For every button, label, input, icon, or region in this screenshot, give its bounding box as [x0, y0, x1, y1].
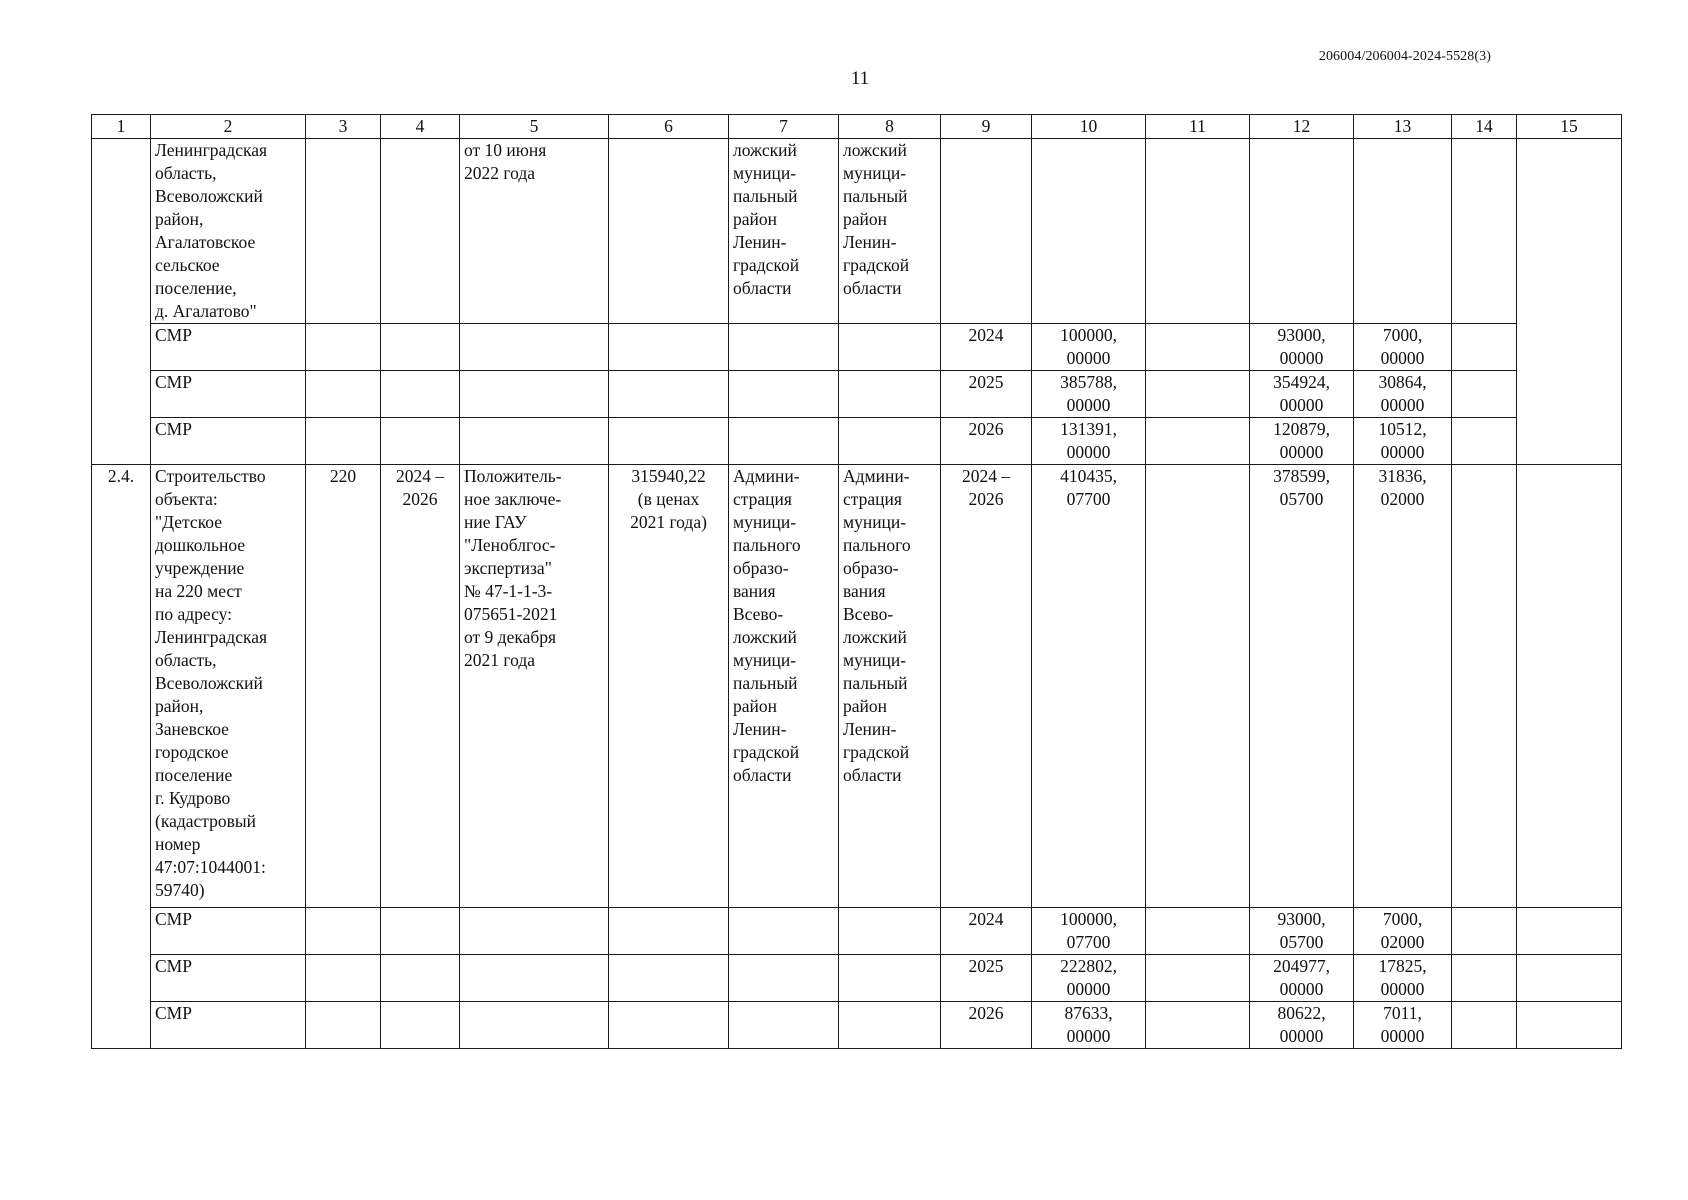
capacity-cell: 220 [306, 465, 381, 908]
expertise-cell: Положитель- ное заключе- ние ГАУ "Леноблгос- экспертиза" № 47-1-1-3- 075651-2021 от 9 декабря 2021 года [460, 465, 609, 908]
col12-cell: 80622, 00000 [1250, 1002, 1354, 1049]
work-type-cell: СМР [151, 908, 306, 955]
total-cell: 87633, 00000 [1032, 1002, 1146, 1049]
col13-cell [1354, 139, 1452, 324]
total-cell: 100000, 00000 [1032, 324, 1146, 371]
col13-cell: 7000, 02000 [1354, 908, 1452, 955]
col12-cell: 93000, 05700 [1250, 908, 1354, 955]
column-header: 11 [1146, 115, 1250, 139]
table-row [92, 465, 1622, 908]
object-number-cell: 2.4. [92, 465, 151, 1049]
year-cell: 2026 [941, 1002, 1032, 1049]
column-header: 2 [151, 115, 306, 139]
year-cell: 2024 [941, 908, 1032, 955]
column-header: 5 [460, 115, 609, 139]
col13-cell: 10512, 00000 [1354, 418, 1452, 465]
table-row [92, 908, 1622, 955]
total-cell: 131391, 00000 [1032, 418, 1146, 465]
capacity-cell [306, 139, 381, 324]
table-row [92, 1002, 1622, 1049]
column-header: 13 [1354, 115, 1452, 139]
work-type-cell: СМР [151, 324, 306, 371]
col12-cell: 354924, 00000 [1250, 371, 1354, 418]
period-cell: 2024 – 2026 [381, 465, 460, 908]
col13-cell: 30864, 00000 [1354, 371, 1452, 418]
column-header: 14 [1452, 115, 1517, 139]
document-registration-number: 206004/206004-2024-5528(3) [1318, 49, 1491, 64]
total-cell: 100000, 07700 [1032, 908, 1146, 955]
col13-cell: 7000, 00000 [1354, 324, 1452, 371]
column-header: 1 [92, 115, 151, 139]
column-number-row [92, 115, 1622, 139]
table-row [92, 955, 1622, 1002]
col14-cell [1452, 465, 1517, 908]
developer-cell: ложский муници- пальный район Ленин- градской области [839, 139, 941, 324]
table-row [92, 139, 1622, 324]
column-header: 6 [609, 115, 729, 139]
col12-cell: 204977, 00000 [1250, 955, 1354, 1002]
column-header: 3 [306, 115, 381, 139]
table-row [92, 418, 1622, 465]
column-header: 9 [941, 115, 1032, 139]
col15-cell [1517, 139, 1622, 465]
work-type-cell: СМР [151, 418, 306, 465]
work-type-cell: СМР [151, 1002, 306, 1049]
col14-cell [1452, 139, 1517, 324]
investment-objects-table [91, 114, 1622, 1049]
column-header: 12 [1250, 115, 1354, 139]
column-header: 15 [1517, 115, 1622, 139]
total-cell [1032, 139, 1146, 324]
table-row [92, 324, 1622, 371]
column-header: 8 [839, 115, 941, 139]
col12-cell [1250, 139, 1354, 324]
work-type-cell: СМР [151, 371, 306, 418]
column-header: 10 [1032, 115, 1146, 139]
expertise-cell: от 10 июня 2022 года [460, 139, 609, 324]
year-cell [941, 139, 1032, 324]
page-number: 11 [850, 68, 870, 89]
total-cell: 222802, 00000 [1032, 955, 1146, 1002]
col11-cell [1146, 465, 1250, 908]
year-cell: 2024 – 2026 [941, 465, 1032, 908]
year-cell: 2025 [941, 955, 1032, 1002]
table-row [92, 371, 1622, 418]
year-cell: 2024 [941, 324, 1032, 371]
col11-cell [1146, 139, 1250, 324]
cost-cell [609, 139, 729, 324]
customer-cell: Админи- страция муници- пального образо- вания Всево- ложский муници- пальный район Ленин- градской области [729, 465, 839, 908]
year-cell: 2026 [941, 418, 1032, 465]
period-cell [381, 139, 460, 324]
year-cell: 2025 [941, 371, 1032, 418]
object-number-cell [92, 139, 151, 465]
object-name-cell: Ленинградская область, Всеволожский район, Агалатовское сельское поселение, д. Агалатово" [151, 139, 306, 324]
col12-cell: 93000, 00000 [1250, 324, 1354, 371]
developer-cell: Админи- страция муници- пального образо- вания Всево- ложский муници- пальный район Ленин- градской области [839, 465, 941, 908]
column-header: 7 [729, 115, 839, 139]
col12-cell: 120879, 00000 [1250, 418, 1354, 465]
column-header: 4 [381, 115, 460, 139]
cost-cell: 315940,22 (в ценах 2021 года) [609, 465, 729, 908]
object-name-cell: Строительство объекта: "Детское дошкольное учреждение на 220 мест по адресу: Ленинградская область, Всеволожский район, Заневское городское поселение г. Кудрово (кадастровый номер 47:07:1044001: 59740) [151, 465, 306, 908]
col13-cell: 7011, 00000 [1354, 1002, 1452, 1049]
total-cell: 410435, 07700 [1032, 465, 1146, 908]
work-type-cell: СМР [151, 955, 306, 1002]
customer-cell: ложский муници- пальный район Ленин- градской области [729, 139, 839, 324]
col12-cell: 378599, 05700 [1250, 465, 1354, 908]
col15-cell [1517, 465, 1622, 908]
total-cell: 385788, 00000 [1032, 371, 1146, 418]
col13-cell: 17825, 00000 [1354, 955, 1452, 1002]
col13-cell: 31836, 02000 [1354, 465, 1452, 908]
